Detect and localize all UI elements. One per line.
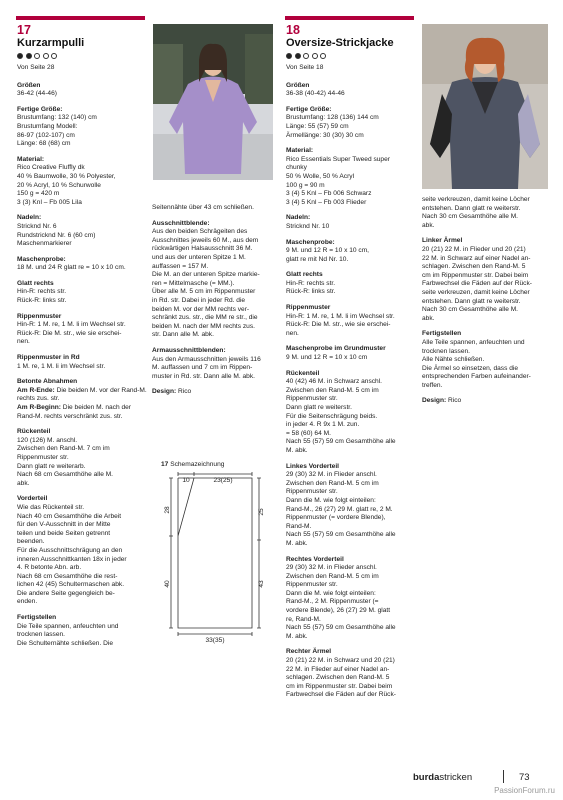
difficulty-dot-filled — [295, 53, 301, 59]
section-text: 9 M. und 12 R = 10 x 10 cm — [286, 354, 368, 362]
instruction-block — [17, 106, 148, 149]
dim-label-armhole: 25 — [258, 508, 265, 516]
dim-label-side-seam: 43 — [258, 580, 265, 588]
header-bar-17 — [16, 16, 145, 20]
difficulty-dot-empty — [303, 53, 309, 59]
instruction-block — [152, 220, 274, 340]
instruction-block — [422, 330, 548, 390]
instruction-block — [286, 271, 418, 297]
instruction-block — [286, 106, 418, 140]
section-heading: Glatt rechts — [17, 279, 54, 287]
brand-regular: stricken — [439, 772, 473, 783]
section-text: seite verkreuzen, damit keine Löcher entstehen. Dann glatt re weiterstr. Nach 30 cm Gesamthöhe alle M. abk. — [422, 196, 530, 229]
section-text: Hin-R: rechts str. Rück-R: links str. — [286, 279, 336, 296]
instruction-block — [17, 214, 148, 248]
dim-label-shoulder-width: 23(25) — [213, 477, 233, 484]
difficulty-dot-empty — [34, 53, 40, 59]
section-text: Brustumfang: 132 (140) cm Brustumfang Modell: 86-97 (102-107) cm Länge: 68 (68) cm — [17, 114, 97, 148]
section-heading: Linkes Vorderteil — [286, 462, 340, 470]
watermark: PassionForum.ru — [494, 786, 555, 795]
instruction-block — [286, 345, 418, 362]
section-text: Hin-R: rechts str. Rück-R: links str. — [17, 288, 67, 305]
section-heading: Rechter Ärmel — [286, 648, 332, 656]
pattern-title: Oversize-Strickjacke — [286, 37, 394, 49]
instruction-block — [286, 463, 418, 549]
instruction-block — [17, 428, 148, 488]
model-photo-image — [153, 24, 273, 180]
section-text: Stricknd Nr. 10 — [286, 222, 330, 230]
section-text: 20 (21) 22 M. in Schwarz und 20 (21) 22 M. in Flieder auf einer Nadel an- schlagen. Zwischen den Rand-M. 5 cm im Rippenmuster str. Dabei beim Farbwechsel die Fäden auf der Rück- — [286, 657, 396, 699]
section-text: Die Teile spannen, anfeuchten und trocknen lassen. Die Schulternähte schließen. Die — [17, 622, 119, 647]
section-heading: Fertigstellen — [17, 614, 57, 622]
section-text: 9 M. und 12 R = 10 x 10 cm, glatt re mit Nd Nr. 10. — [286, 247, 370, 263]
instruction-block — [17, 354, 148, 371]
section-heading: Fertige Größe: — [17, 105, 63, 113]
sub-instruction — [17, 387, 148, 404]
section-text: Seitennähte über 43 cm schließen. — [152, 204, 254, 211]
instruction-block — [286, 239, 418, 265]
section-heading: Fertigstellen — [422, 330, 462, 338]
section-text: 29 (30) 32 M. in Flieder anschl. Zwischen den Rand-M. 5 cm im Rippenmuster str. Dann die M. wie folgt einteilen: Rand-M., 2 M. Rippenmuster (= vordere Blende), 26 (27) 29 M. glatt re, Rand-M. Nach 55 (57) 59 cm Gesamthöhe alle M. abk. — [286, 564, 396, 640]
photo-oversize-strickjacke — [422, 24, 548, 189]
instruction-block — [286, 147, 418, 207]
magazine-brand — [413, 772, 472, 783]
sub-heading: Am R-Beginn: — [17, 404, 61, 411]
section-heading: Linker Ärmel — [422, 237, 463, 245]
section-text: Aus den beiden Schrägeiten des Ausschnittes jeweils 60 M., aus dem rückwärtigen Halsausschnitt 36 M. und aus der unteren Spitze 1 M. auffassen = 157 M. Die M. an der unteren Spitze markie- ren = Mittelmasche (= MM.). Über alle M. 5 cm im Rippenmuster in Rd. str. Dabei in jeder Rd. die beiden M. vor der MM rechts ver- schränkt zus. str., die MM re str., die beiden M. nach der MM rechts zus. str. Dann alle M. abk. — [152, 228, 260, 339]
difficulty-rating — [17, 53, 148, 59]
section-heading: Rippenmuster in Rd — [17, 354, 80, 362]
section-text: 1 M. re, 1 M. li im Wechsel str. — [17, 362, 106, 370]
section-heading: Armausschnittblenden: — [152, 346, 226, 354]
section-text: 20 (21) 22 M. in Flieder und 20 (21) 22 M. in Schwarz auf einer Nadel an- schlagen. Zwischen den Rand-M. 5 cm im Rippenmuster str. Dabei beim Farbwechsel die Fäden auf der Rück- seite verkreuzen, damit keine Löcher entstehen. Dann glatt re weiterstr. Nach 30 cm Gesamthöhe alle M. abk. — [422, 245, 532, 322]
section-text: Rico — [176, 388, 192, 396]
difficulty-dot-filled — [26, 53, 32, 59]
schematic-diagram — [160, 470, 274, 650]
pattern-number: 17 — [17, 23, 31, 37]
instruction-block — [17, 614, 148, 648]
instruction-block — [286, 556, 418, 642]
section-text: Rico Creative Fluffly dk 40 % Baumwolle, 30 % Polyester, 20 % Acryl, 10 % Schurwolle 150 g = 420 m 3 (3) Knl – Fb 005 Lila — [17, 164, 116, 206]
page-number: 73 — [519, 772, 530, 783]
section-heading: Ausschnittblende: — [152, 219, 210, 227]
section-heading: Nadeln: — [286, 214, 311, 222]
section-text: Alle Teile spannen, anfeuchten und trocknen lassen. Alle Nähte schließen. Die Ärmel so einsetzen, dass die entsprechenden Farben aufeinander- treffen. — [422, 338, 531, 389]
pattern-title: Kurzarmpulli — [17, 37, 85, 49]
section-heading: Maschenprobe: — [286, 238, 335, 246]
difficulty-rating — [286, 53, 418, 59]
instruction-block — [17, 280, 148, 306]
diagram-number: 17 — [161, 461, 169, 468]
section-heading: Rückenteil — [17, 428, 51, 436]
section-text: 36-42 (44-46) — [17, 90, 57, 98]
footer-divider — [503, 770, 504, 783]
instruction-block — [17, 313, 148, 347]
dim-label-neck-width: 10 — [182, 477, 190, 484]
sub-text: Die beiden M. vor der Rand-M. rechts zus. str. — [17, 386, 147, 403]
garment-outline — [178, 478, 252, 628]
section-heading: Nadeln: — [17, 214, 42, 222]
instruction-block — [152, 204, 274, 213]
section-heading: Material: — [17, 155, 45, 163]
difficulty-dot-empty — [320, 53, 326, 59]
photo-kurzarmpulli — [153, 24, 273, 180]
section-text: Hin-R: 1 M. re, 1 M. li im Wechsel str. Rück-R: Die M. str., wie sie erschei- nen. — [17, 321, 126, 346]
section-text: Rico — [446, 397, 462, 405]
instruction-block — [286, 370, 418, 456]
sub-text: Die beiden M. nach der Rand-M. rechts verschränkt zus. str. — [17, 404, 131, 420]
sub-instruction — [17, 404, 148, 421]
diagram-caption — [161, 461, 224, 468]
difficulty-dot-empty — [51, 53, 57, 59]
section-text: 40 (42) 46 M. in Schwarz anschl. Zwischen den Rand-M. 5 cm im Rippenmuster str. Dann glatt re weiterstr. Für die Seitenschrägung beids. in jeder 4. R 9x 1 M. zun. = 58 (60) 64 M. Nach 55 (57) 59 cm Gesamthöhe alle M. abk. — [286, 378, 396, 454]
section-text: Wie das Rückenteil str. Nach 40 cm Gesamthöhe die Arbeit für den V-Ausschnitt in der Mitte teilen und beide Seiten getrennt beenden. Für die Ausschnittschrägung an den inneren Ausschnittkanten 18x in jeder 4. R betonte Abn. arb. Nach 68 cm Gesamthöhe die rest- lichen 42 (45) Schultermaschen abk. Die andere Seite gegengleich be- enden. — [17, 503, 127, 606]
section-heading: Glatt rechts — [286, 271, 323, 279]
section-heading: Rückenteil — [286, 369, 320, 377]
sub-heading: Am R-Ende: — [17, 386, 55, 394]
instruction-block — [17, 378, 148, 421]
section-text: Brustumfang: 128 (136) 144 cm Länge: 55 (57) 59 cm Ärmellänge: 30 (30) 30 cm — [286, 114, 379, 139]
section-text: 29 (30) 32 M. in Flieder anschl. Zwischen den Rand-M. 5 cm im Rippenmuster str. Dann die M. wie folgt einteilen: Rand-M., 26 (27) 29 M. glatt re, 2 M. Rippenmuster (= vordere Blende), Rand-M. Nach 55 (57) 59 cm Gesamthöhe alle M. abk. — [286, 471, 396, 547]
model-photo-image — [422, 24, 548, 189]
instruction-block — [286, 304, 418, 338]
instruction-block — [286, 648, 418, 700]
pattern-number: 18 — [286, 23, 300, 37]
section-text: 18 M. und 24 R glatt re = 10 x 10 cm. — [17, 264, 126, 272]
section-text: Aus den Armausschnitten jeweils 116 M. auffassen und 7 cm im Rippen- muster in Rd. str. Dann alle M. abk. — [152, 355, 261, 380]
section-text: Stricknd Nr. 6 Rundstricknd Nr. 6 (60 cm) Maschenmarkierer — [17, 222, 96, 248]
section-heading: Rechtes Vorderteil — [286, 555, 344, 563]
section-heading: Design: — [422, 397, 447, 405]
difficulty-dot-empty — [312, 53, 318, 59]
section-heading: Betonte Abnahmen — [17, 378, 78, 386]
section-heading: Material: — [286, 147, 314, 155]
section-text: Hin-R: 1 M. re, 1 M. li im Wechsel str. Rück-R: Die M. str., wie sie erschei- nen. — [286, 312, 395, 337]
instruction-block — [422, 196, 548, 230]
instructions-18-col1 — [286, 24, 418, 707]
instructions-17-col2 — [152, 204, 274, 404]
instructions-17-col1 — [17, 24, 148, 655]
instruction-block — [422, 397, 548, 406]
instruction-block — [17, 495, 148, 607]
instruction-block — [286, 214, 418, 231]
dim-label-width: 33(35) — [205, 637, 225, 644]
instruction-block — [17, 156, 148, 208]
source-page: Von Seite 28 — [17, 64, 55, 71]
section-text: 120 (126) M. anschl. Zwischen den Rand-M. 7 cm im Rippenmuster str. Dann glatt re weiterarb. Nach 68 cm Gesamthöhe alle M. abk. — [17, 436, 114, 487]
source-page: Von Seite 18 — [286, 64, 324, 71]
instructions-18-col2 — [422, 196, 548, 413]
dim-label-body-height: 40 — [164, 580, 171, 588]
section-heading: Rippenmuster — [17, 312, 62, 320]
section-heading: Vorderteil — [17, 495, 48, 503]
instruction-block — [422, 237, 548, 323]
dim-label-neck-depth: 28 — [164, 506, 171, 514]
section-heading: Größen — [286, 81, 310, 89]
difficulty-dot-filled — [286, 53, 292, 59]
header-bar-18 — [285, 16, 414, 20]
instruction-block — [17, 82, 148, 99]
difficulty-dot-empty — [43, 53, 49, 59]
section-heading: Maschenprobe: — [17, 255, 66, 263]
section-heading: Design: — [152, 388, 177, 396]
section-heading: Rippenmuster — [286, 304, 331, 312]
difficulty-dot-filled — [17, 53, 23, 59]
section-heading: Größen — [17, 81, 41, 89]
instruction-block — [286, 82, 418, 99]
instruction-block — [152, 388, 274, 397]
instruction-block — [17, 256, 148, 273]
section-text: Rico Essentials Super Tweed super chunky 50 % Wolle, 50 % Acryl 100 g = 90 m 3 (4) 5 Knl – Fb 006 Schwarz 3 (4) 5 Knl – Fb 003 Flieder — [286, 155, 390, 206]
section-text: 36-38 (40-42) 44-46 — [286, 90, 345, 98]
instruction-block — [152, 347, 274, 381]
diagram-caption-text: Schemazeichnung — [170, 461, 225, 468]
section-heading: Fertige Größe: — [286, 105, 332, 113]
brand-bold: burda — [413, 772, 440, 783]
section-heading: Maschenprobe im Grundmuster — [286, 345, 386, 353]
